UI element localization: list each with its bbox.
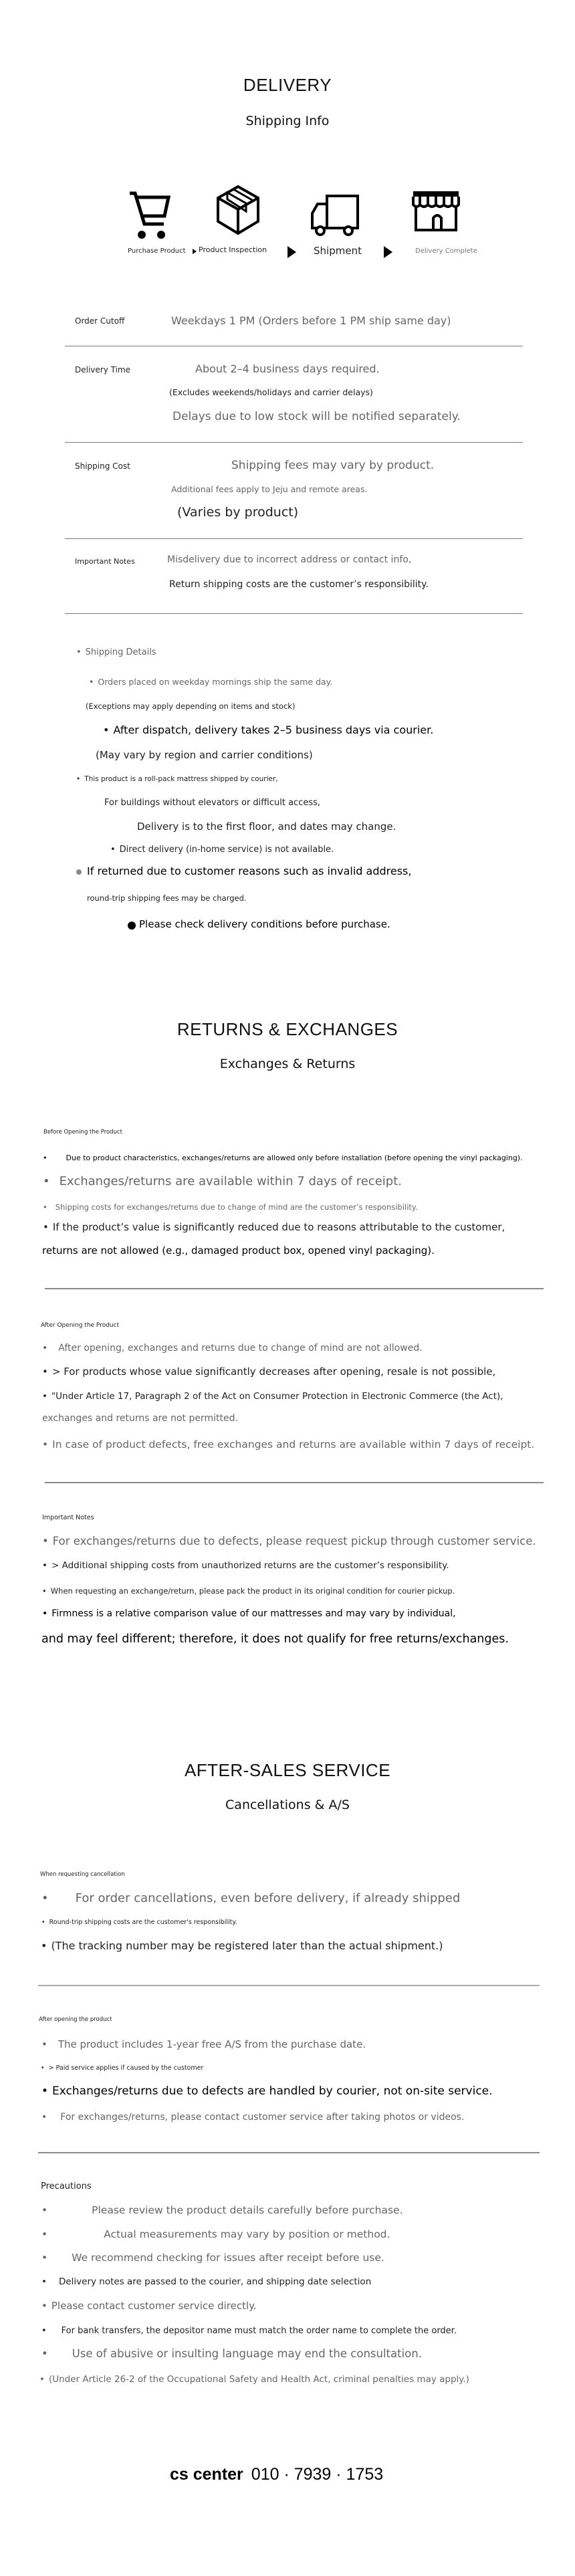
detail-line: • Orders placed on weekday mornings ship the same day. — [89, 677, 332, 687]
notes-item: • When requesting an exchange/return, please pack the product in its original condition for courier pickup. — [42, 1586, 455, 1596]
shopping-cart-icon — [127, 189, 171, 240]
package-box-icon — [215, 185, 261, 235]
step-arrow-icon — [193, 249, 197, 254]
after-item: • "Under Article 17, Paragraph 2 of the Act on Consumer Protection in Electronic Commerce (the Act), — [42, 1391, 503, 1402]
detail-line: Please check delivery conditions before purchase. — [139, 918, 390, 930]
precaution-item-text: For bank transfers, the depositor name must match the order name to complete the order. — [61, 2326, 457, 2336]
returns-subtitle: Exchanges & Returns — [219, 1057, 356, 1071]
precaution-item — [41, 2228, 390, 2240]
step-label-shipment: Shipment — [314, 245, 362, 257]
detail-line: • After dispatch, delivery takes 2–5 business days via courier. — [103, 724, 433, 736]
row-label-order-cutoff: Order Cutoff — [75, 316, 125, 326]
detail-line: • This product is a roll-pack mattress shipped by courier, — [76, 775, 278, 783]
divider — [38, 1985, 540, 1986]
detail-line: (Exceptions may apply depending on items and stock) — [86, 702, 296, 711]
before-item — [43, 1174, 402, 1188]
cancel-item-text: For order cancellations, even before delivery, if already shipped — [75, 1891, 461, 1905]
precaution-item — [41, 2252, 384, 2264]
shipping-cost-line-2: Additional fees apply to Jeju and remote areas. — [171, 484, 368, 494]
precaution-item-text: Delivery notes are passed to the courier, and shipping date selection — [58, 2276, 372, 2287]
divider — [65, 613, 523, 614]
before-item-text: Exchanges/returns are available within 7 days of receipt. — [59, 1174, 402, 1188]
shipping-cost-line-3: (Varies by product) — [177, 505, 299, 520]
after-opening-heading: After Opening the Product — [41, 1322, 120, 1329]
step-label-complete: Delivery Complete — [415, 247, 477, 255]
step-arrow-icon — [288, 246, 296, 258]
precaution-item — [41, 2326, 457, 2336]
after-item — [42, 1343, 423, 1354]
important-notes-line-1: Misdelivery due to incorrect address or contact info, — [167, 554, 412, 565]
cancel-item: • (The tracking number may be registered later than the actual shipment.) — [41, 1939, 443, 1952]
after-item: • > For products whose value significantly decreases after opening, resale is not possible, — [42, 1366, 495, 1378]
important-notes-line-2: Return shipping costs are the customer’s responsibility. — [169, 579, 429, 590]
opened-item — [41, 2112, 464, 2123]
detail-line: • Direct delivery (in-home service) is not available. — [110, 845, 334, 855]
step-label-purchase: Purchase Product — [128, 247, 186, 255]
precaution-item: • (Under Article 26-2 of the Occupational Safety and Health Act, criminal penalties may apply.) — [39, 2374, 469, 2385]
notes-item: • Firmness is a relative comparison value of our mattresses and may vary by individual, — [42, 1608, 456, 1619]
opened-item: • > Paid service applies if caused by the customer — [41, 2064, 203, 2072]
bullet-icon — [76, 869, 82, 875]
step-arrow-icon — [384, 246, 392, 258]
shipping-cost-line-1: Shipping fees may vary by product. — [231, 459, 435, 472]
after-item: exchanges and returns are not permitted. — [42, 1413, 238, 1424]
delivery-time-line-1: About 2–4 business days required. — [195, 362, 380, 375]
detail-line: (May vary by region and carrier conditions) — [96, 749, 313, 761]
after-item: • In case of product defects, free exchanges and returns are available within 7 days of receipt. — [42, 1438, 534, 1451]
row-label-important-notes: Important Notes — [75, 557, 135, 566]
cs-center-phone[interactable]: 010 · 7939 · 1753 — [251, 2465, 384, 2484]
step-label-inspection: Product Inspection — [199, 245, 267, 254]
precaution-item — [41, 2347, 422, 2360]
divider — [45, 1288, 544, 1289]
returns-title: RETURNS & EXCHANGES — [177, 1019, 398, 1039]
notes-item: and may feel different; therefore, it does not qualify for free returns/exchanges. — [41, 1632, 509, 1646]
before-item — [43, 1154, 523, 1162]
after-item-text: After opening, exchanges and returns due to change of mind are not allowed. — [58, 1343, 423, 1354]
before-item: returns are not allowed (e.g., damaged product box, opened vinyl packaging). — [42, 1245, 435, 1257]
before-item — [43, 1202, 418, 1212]
notes-item: • For exchanges/returns due to defects, please request pickup through customer service. — [42, 1535, 536, 1547]
precaution-item-text: Please review the product details carefully before purchase. — [92, 2204, 403, 2216]
detail-line: If returned due to customer reasons such as invalid address, — [87, 865, 412, 877]
opened-item-text: For exchanges/returns, please contact customer service after taking photos or videos. — [60, 2112, 465, 2123]
cs-center — [170, 2465, 383, 2484]
cancel-item — [41, 1891, 460, 1905]
precaution-item — [41, 2204, 403, 2216]
divider — [45, 1482, 544, 1483]
divider — [65, 442, 523, 443]
precaution-item-text: Use of abusive or insulting language may end the consultation. — [72, 2347, 422, 2360]
aftersales-subtitle: Cancellations & A/S — [225, 1798, 350, 1812]
order-cutoff-value: Weekdays 1 PM (Orders before 1 PM ship same day) — [171, 314, 451, 327]
shipping-details-heading: • Shipping Details — [76, 647, 156, 657]
before-item-text: Due to product characteristics, exchanges/returns are allowed only before installation (before opening the vinyl packaging). — [66, 1154, 523, 1162]
delivery-truck-icon — [310, 193, 360, 237]
opened-item — [41, 2038, 366, 2050]
detail-line: Delivery is to the first floor, and dates may change. — [137, 821, 396, 833]
opened-item-text: The product includes 1-year free A/S from the purchase date. — [58, 2038, 366, 2050]
cancellation-heading: When requesting cancellation — [40, 1871, 125, 1878]
precaution-item-text: Actual measurements may vary by position or method. — [104, 2228, 390, 2240]
delivery-time-line-3: Delays due to low stock will be notified separately. — [172, 410, 461, 423]
important-notes-heading: Important Notes — [42, 1514, 94, 1521]
delivery-title: DELIVERY — [243, 75, 332, 95]
before-opening-heading: Before Opening the Product — [43, 1129, 122, 1136]
delivery-time-line-2: (Excludes weekends/holidays and carrier delays) — [169, 387, 373, 397]
opened-item: • Exchanges/returns due to defects are handled by courier, not on-site service. — [41, 2084, 493, 2098]
cancel-item: • Round-trip shipping costs are the customer's responsibility. — [41, 1919, 237, 1926]
storefront-icon — [412, 190, 460, 233]
delivery-subtitle: Shipping Info — [245, 114, 330, 128]
detail-line: For buildings without elevators or difficult access, — [104, 798, 321, 808]
row-label-shipping-cost: Shipping Cost — [75, 461, 130, 471]
precaution-item — [41, 2276, 371, 2287]
detail-line: round-trip shipping fees may be charged. — [87, 893, 247, 903]
before-item: • If the product’s value is significantly reduced due to reasons attributable to the customer, — [43, 1221, 505, 1233]
row-label-delivery-time: Delivery Time — [75, 365, 130, 374]
bullet-icon — [128, 922, 136, 930]
divider — [65, 538, 523, 539]
aftersales-title: AFTER-SALES SERVICE — [184, 1760, 391, 1780]
precautions-heading: Precautions — [41, 2181, 92, 2191]
notes-item: • > Additional shipping costs from unauthorized returns are the customer’s responsibility. — [42, 1560, 449, 1571]
before-item-text: Shipping costs for exchanges/returns due to change of mind are the customer’s responsibility. — [55, 1202, 418, 1212]
after-opening-product-heading: After opening the product — [39, 2016, 112, 2023]
precaution-item: • Please contact customer service directly. — [41, 2300, 257, 2312]
cs-center-label: cs center — [170, 2465, 243, 2484]
precaution-item-text: We recommend checking for issues after receipt before use. — [72, 2252, 384, 2264]
divider — [38, 2152, 540, 2153]
